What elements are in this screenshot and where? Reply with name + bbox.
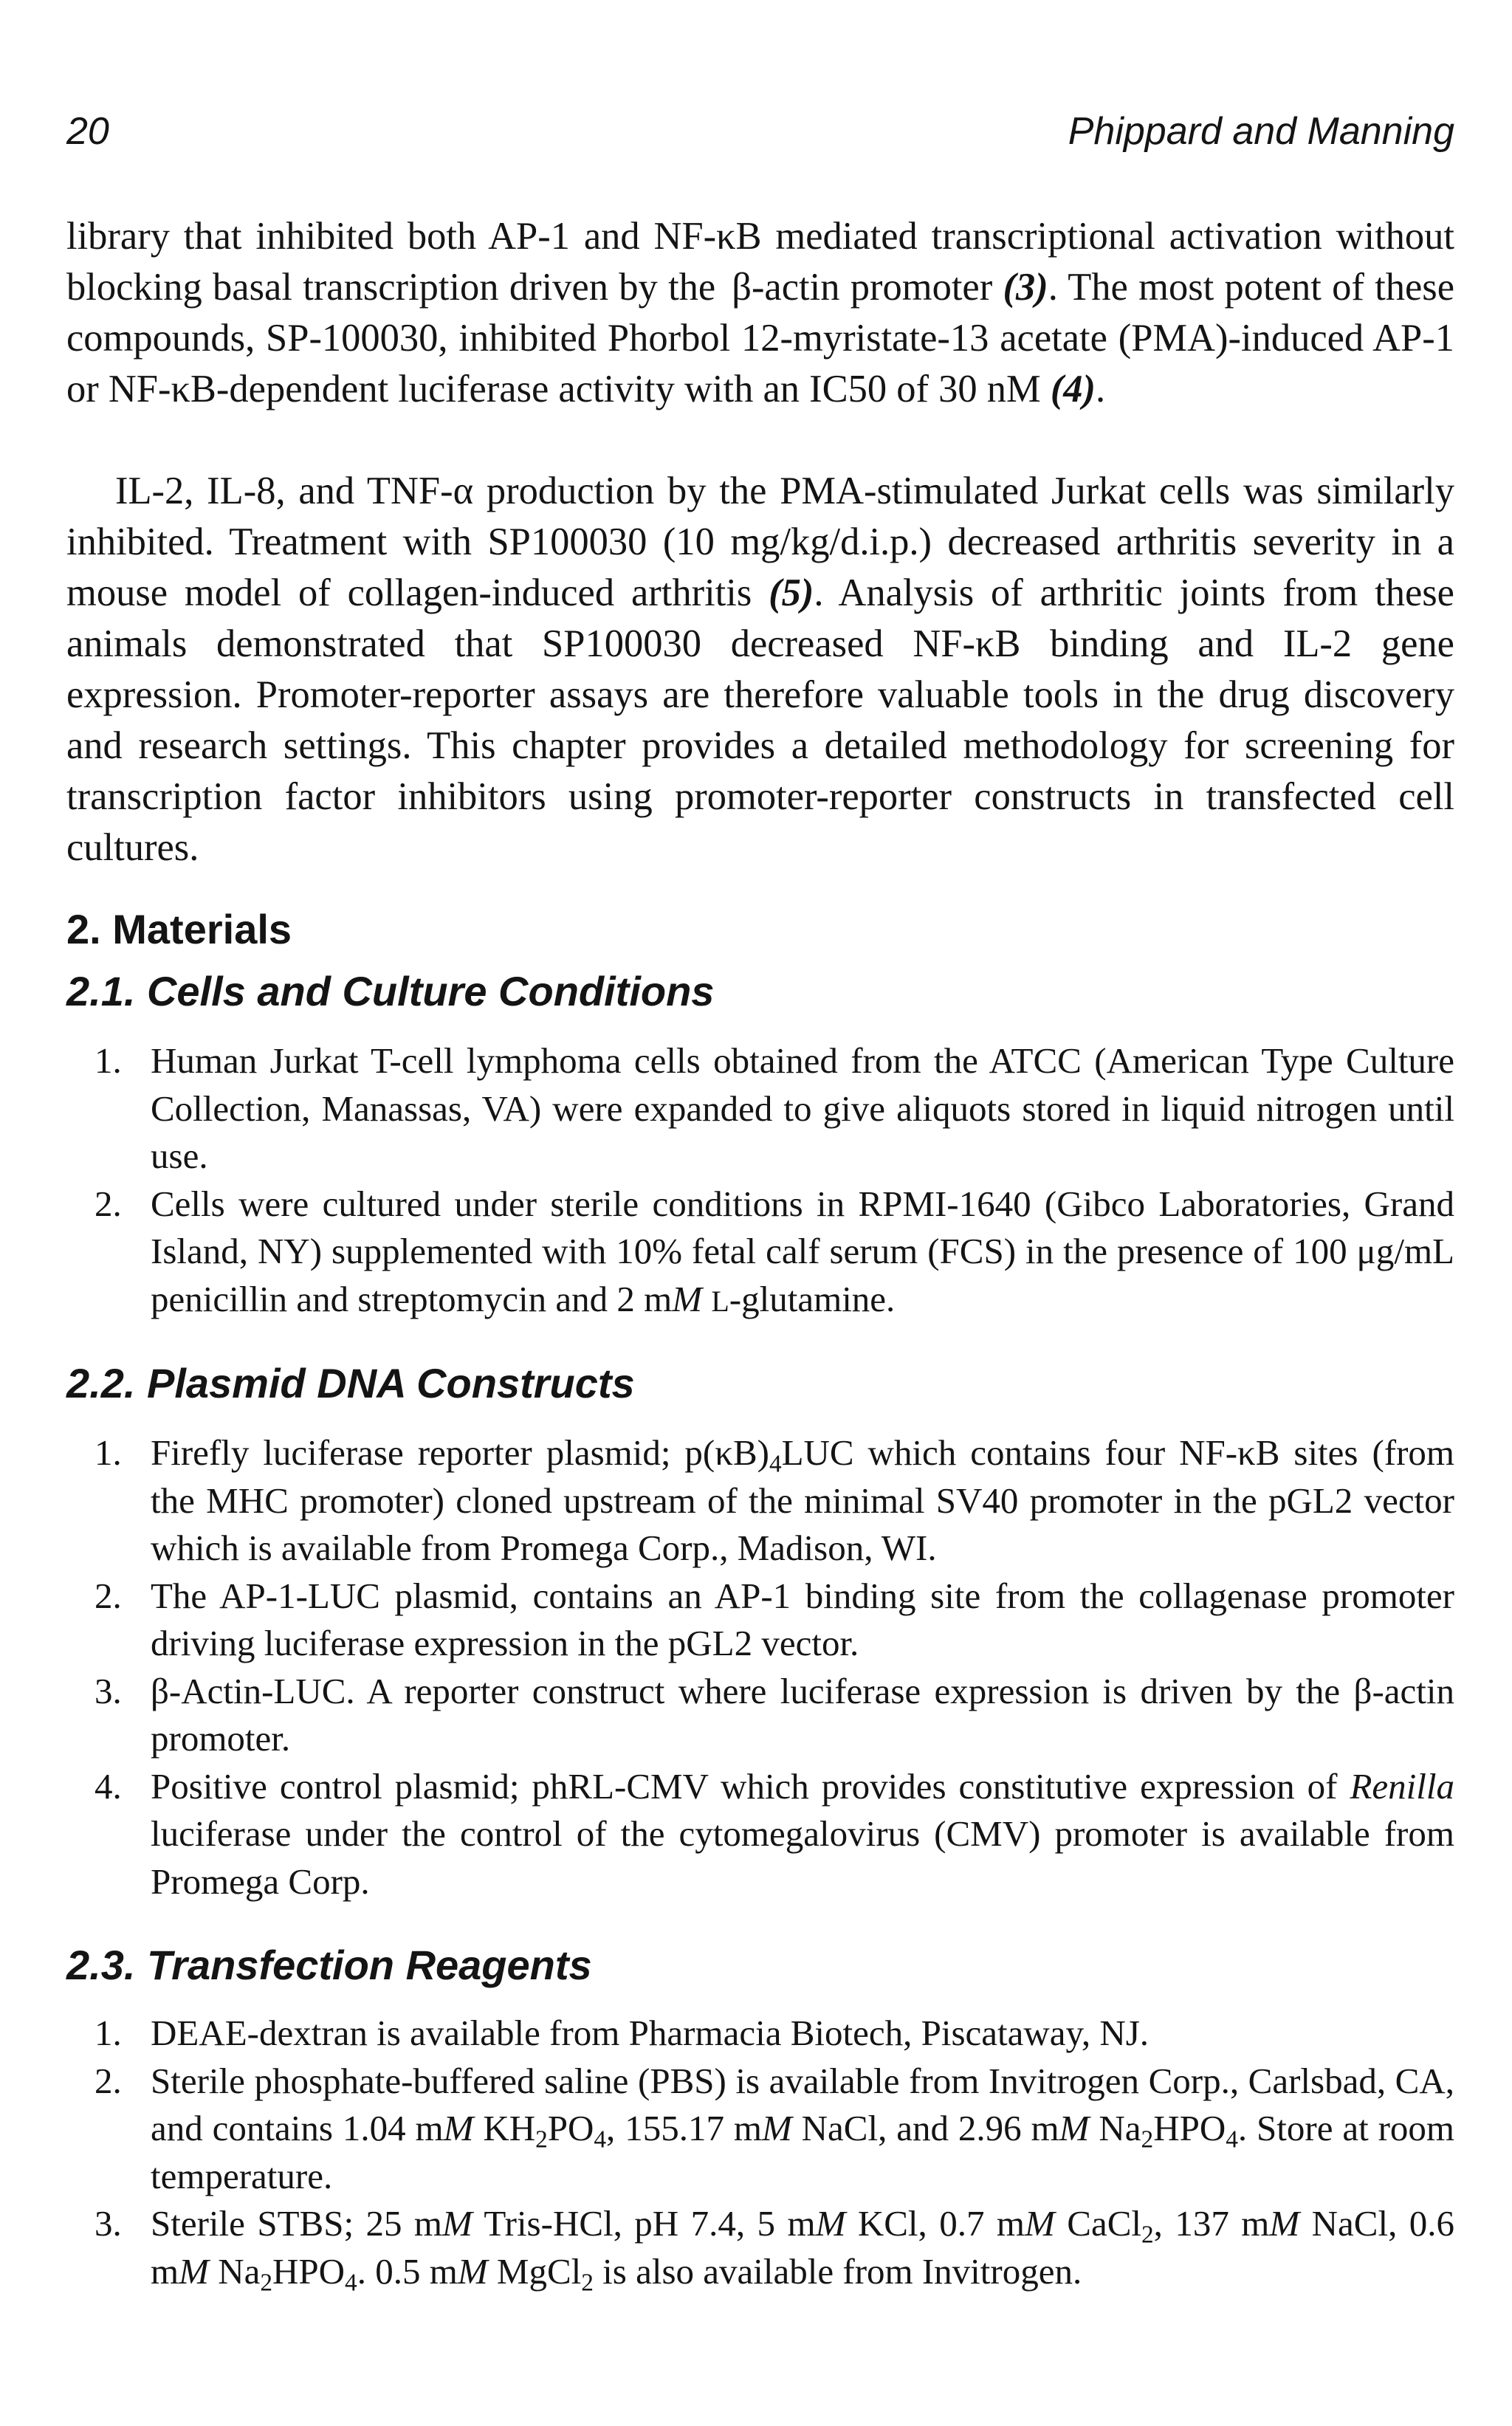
plasmid-list [66, 1429, 1454, 1906]
subscript: 4 [345, 2268, 357, 2296]
intro-p1-text-1: library that inhibited both AP-1 and NF-κB mediated transcriptional activation without blocking basal transcription driven by the [66, 215, 1454, 309]
list-number: 2. [94, 1183, 122, 1224]
list-text: The AP-1-LUC plasmid, contains an AP-1 binding site from the collagenase promoter driving luciferase expression in the pGL2 vector. [151, 1575, 1454, 1663]
list-item [66, 1668, 1454, 1763]
list-text: Firefly luciferase reporter plasmid; p(κB) [151, 1432, 769, 1473]
list-number: 1. [94, 1040, 122, 1081]
subscript: 2 [1141, 2221, 1154, 2249]
list-item [66, 1429, 1454, 1573]
list-text: LUC which contains four NF-κB sites (from the MHC promoter) cloned upstream of the minimal SV40 promoter in the pGL2 vector which is available from Promega Corp., Madison, WI. [151, 1432, 1455, 1568]
unit-molar: M [1059, 2108, 1090, 2148]
list-number: 1. [94, 1432, 122, 1473]
intro-p1-text-2: β-actin promoter [732, 266, 1003, 309]
list-text: HPO [272, 2250, 346, 2292]
list-item [66, 1573, 1454, 1668]
small-cap-L: L [711, 1284, 729, 1318]
unit-molar: M [179, 2250, 209, 2292]
unit-molar: M [761, 2108, 792, 2148]
list-item [66, 1763, 1454, 1906]
list-text: Sterile STBS; 25 m [151, 2203, 443, 2244]
list-text: Na [208, 2250, 261, 2292]
list-number: 2. [94, 2060, 122, 2101]
intro-p2-text-2: . Analysis of arthritic joints from these animals demonstrated that SP100030 decreased NF-κB binding and IL-2 gene expression. Promoter-reporter assays are therefore valuable tools in the drug discovery and research settings. This chapter provides a detailed methodology for screening for transcription factor inhibitors using promoter-reporter constructs in transfected cell cultures. [66, 571, 1454, 869]
subscript: 4 [769, 1450, 782, 1478]
subscript: 4 [594, 2126, 607, 2154]
list-text: KH [473, 2108, 536, 2148]
unit-molar: M [672, 1278, 703, 1319]
list-text: luciferase under the control of the cytomegalovirus (CMV) promoter is available from Promega Corp. [151, 1813, 1454, 1902]
list-text: Positive control plasmid; phRL-CMV which provides constitutive expression of [151, 1765, 1350, 1807]
list-item [66, 2200, 1454, 2295]
citation-3: (3) [1003, 266, 1048, 309]
subscript: 4 [1226, 2126, 1238, 2154]
list-text: CaCl [1054, 2203, 1141, 2244]
list-text: , 155.17 m [606, 2108, 762, 2148]
list-text: KCl, 0.7 m [845, 2203, 1025, 2244]
list-number: 3. [94, 1670, 122, 1711]
subscript: 2 [581, 2268, 594, 2296]
list-item [66, 1181, 1454, 1326]
list-number: 3. [94, 2203, 122, 2244]
intro-paragraph-2 [66, 466, 1454, 873]
subsection-heading-transfection: 2.3. Transfection Reagents [66, 1942, 592, 1988]
subscript: 2 [260, 2268, 272, 2296]
list-text: β-Actin-LUC. A reporter construct where luciferase expression is driven by the β-actin promoter. [151, 1670, 1454, 1759]
citation-5: (5) [769, 571, 814, 614]
transfection-list [66, 2010, 1454, 2295]
intro-p2-text-1: IL-2, IL-8, and TNF-α production by the PMA-stimulated Jurkat cells was similarly inhibited. Treatment with SP100030 (10 mg/kg/d.i.p.) decreased arthritis severity in a mouse model of collagen-induced arthritis [66, 470, 1454, 614]
list-text: HPO [1153, 2108, 1226, 2148]
list-text: Cells were cultured under sterile conditions in RPMI-1640 (Gibco Laboratories, Grand Island, NY) supplemented with 10% fetal calf serum (FCS) in the presence of 100 μg/mL penicillin and streptomycin and 2 m [151, 1183, 1454, 1319]
subscript: 2 [535, 2126, 548, 2154]
list-text: , 137 m [1153, 2203, 1270, 2244]
unit-molar: M [442, 2203, 472, 2244]
list-text: . 0.5 m [357, 2250, 458, 2292]
intro-p1-text-4: . [1096, 368, 1106, 410]
page-number: 20 [66, 110, 109, 153]
list-text: NaCl, 0.6 m [151, 2203, 1455, 2292]
citation-4: (4) [1050, 368, 1096, 410]
running-header [66, 109, 1454, 168]
page [66, 0, 1454, 2426]
subsection-heading-plasmid: 2.2. Plasmid DNA Constructs [66, 1360, 635, 1406]
list-text: -glutamine. [729, 1278, 896, 1319]
unit-molar: M [457, 2250, 488, 2292]
list-item [66, 2058, 1454, 2201]
list-text: Tris-HCl, pH 7.4, 5 m [472, 2203, 816, 2244]
list-item [66, 1037, 1454, 1181]
list-text: MgCl [487, 2250, 582, 2292]
list-text: DEAE-dextran is available from Pharmacia Biotech, Piscataway, NJ. [151, 2013, 1150, 2053]
list-item [66, 2010, 1454, 2058]
unit-molar: M [1025, 2203, 1055, 2244]
list-text: is also available from Invitrogen. [593, 2250, 1082, 2292]
intro-p1-text-3: . The most potent of these compounds, SP-100030, inhibited Phorbol 12-myristate-13 acetate (PMA)-induced AP-1 or NF-κB-dependent luciferase activity with an IC50 of 30 nM [66, 266, 1454, 410]
list-text: Sterile phosphate-buffered saline (PBS) is available from Invitrogen Corp., Carlsbad, CA, and contains 1.04 m [151, 2060, 1454, 2148]
list-number: 1. [94, 2013, 122, 2053]
unit-molar: M [1269, 2203, 1300, 2244]
list-text: Human Jurkat T-cell lymphoma cells obtained from the ATCC (American Type Culture Collection, Manassas, VA) were expanded to give aliquots stored in liquid nitrogen until use. [151, 1040, 1454, 1176]
list-text: NaCl, and 2.96 m [791, 2108, 1059, 2148]
list-number: 4. [94, 1765, 122, 1807]
unit-molar: M [443, 2108, 474, 2148]
species-name: Renilla [1350, 1765, 1454, 1807]
subsection-heading-cells: 2.1. Cells and Culture Conditions [66, 968, 715, 1014]
list-text: Na [1099, 2108, 1141, 2148]
unit-molar: M [815, 2203, 846, 2244]
list-text: PO [547, 2108, 594, 2148]
section-heading-materials: 2. Materials [66, 906, 292, 952]
list-text: . Store at room temperature. [151, 2108, 1455, 2196]
subscript: 2 [1141, 2126, 1154, 2154]
cells-list [66, 1037, 1454, 1325]
running-title: Phippard and Manning [1068, 110, 1454, 153]
intro-paragraph-1 [66, 211, 1454, 415]
list-number: 2. [94, 1575, 122, 1616]
